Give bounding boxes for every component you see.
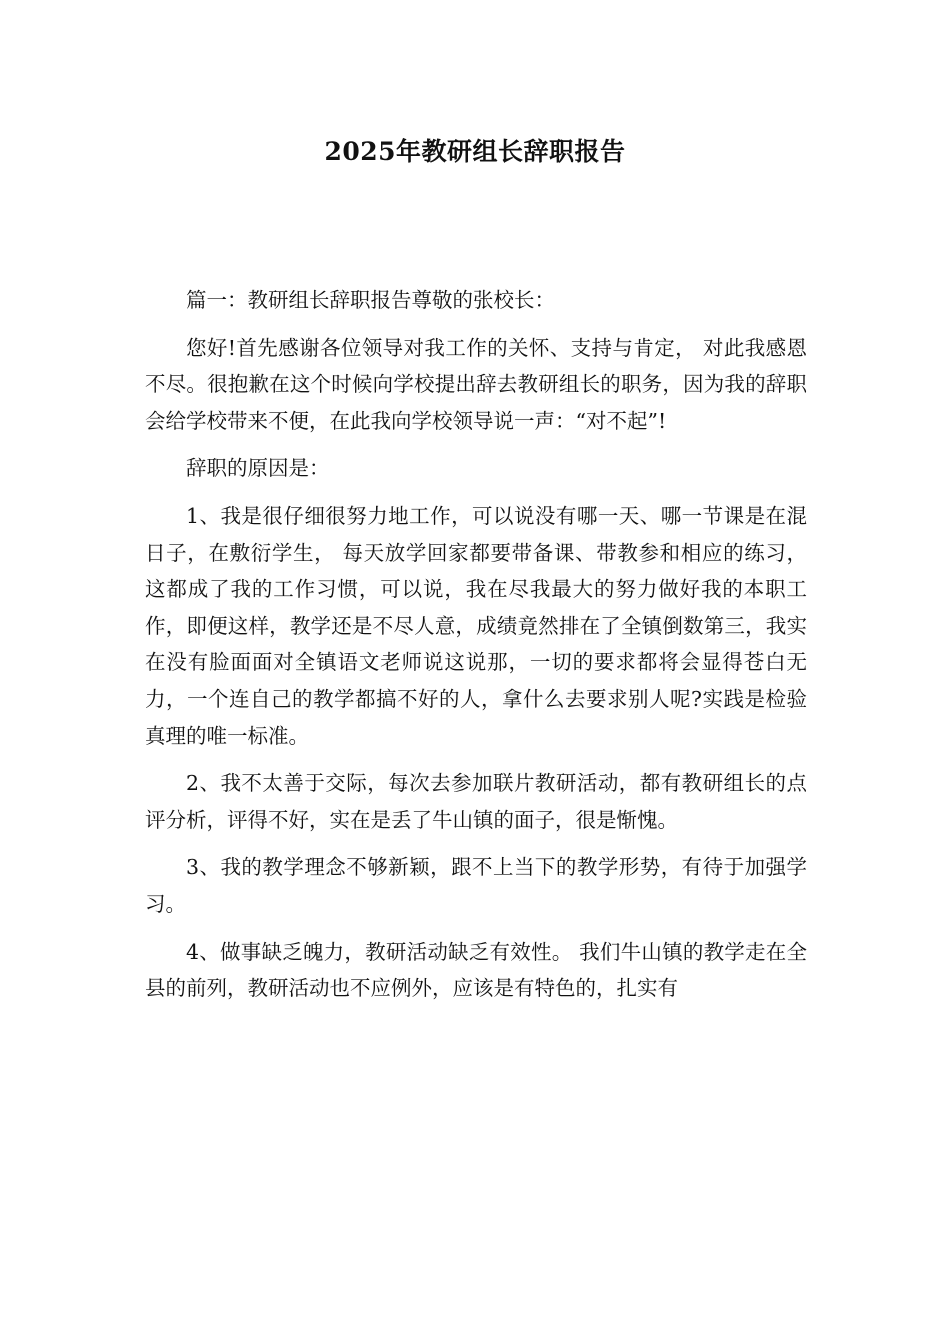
paragraph-greeting: 您好!首先感谢各位领导对我工作的关怀、支持与肯定， 对此我感恩不尽。很抱歉在这个时候向学校提出辞去教研组长的职务，因为我的辞职会给学校带来不便，在此我向学校领导说一声：“对不起”! (145, 335, 807, 433)
paragraph-reason-4: 4、做事缺乏魄力，教研活动缺乏有效性。 我们牛山镇的教学走在全县的前列，教研活动也不应例外，应该是有特色的，扎实有 (145, 939, 807, 1001)
paragraph-reason-3: 3、我的教学理念不够新颖，跟不上当下的教学形势，有待于加强学习。 (145, 855, 807, 916)
document-body (145, 282, 807, 1018)
paragraph-salutation: 篇一：教研组长辞职报告尊敬的张校长： (186, 288, 555, 312)
paragraph-reason-2: 2、我不太善于交际，每次去参加联片教研活动，都有教研组长的点评分析，评得不好，实在是丢了牛山镇的面子，很是惭愧。 (145, 771, 807, 832)
document-title: 2025年教研组长辞职报告 (324, 137, 626, 166)
paragraph-reasons-heading: 辞职的原因是： (186, 456, 330, 481)
paragraph-reason-1: 1、我是很仔细很努力地工作，可以说没有哪一天、哪一节课是在混日子，在敷衍学生， 每天放学回家都要带备课、带教参和相应的练习，这都成了我的工作习惯，可以说，我在尽我最大的努力做好我的本职工作，即便这样，教学还是不尽人意，成绩竟然排在了全镇倒数第三，我实在没有脸面面对全镇语文老师说这说那，一切的要求都将会显得苍白无力，一个连自己的教学都搞不好的人，拿什么去要求别人呢?实践是检验真理的唯一标准。 (145, 503, 807, 748)
